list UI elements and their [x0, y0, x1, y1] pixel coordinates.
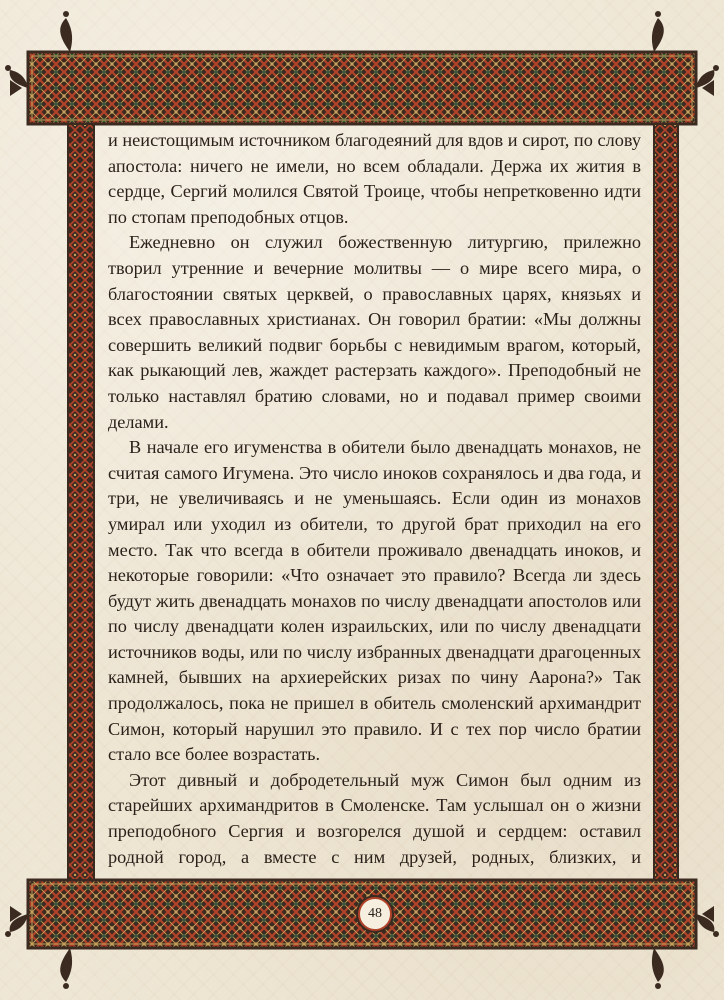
paragraph-2: Ежедневно он служил божественную литургию, прилежно творил утренние и вечерние молитвы — о мире всего мира, о благостоянии святых церквей, о православных царях, князьях и всех православных христианах. Он говорил братии: «Мы должны совершить великий подвиг борьбы с невидимым врагом, который, как рыкающий лев, жаждет растерзать каждого». Преподобный не только наставлял братию словами, но и подавал пример своими делами. [108, 232, 641, 432]
top-border-band [28, 52, 696, 124]
main-text [108, 128, 641, 872]
page-number: 48 [358, 897, 392, 931]
paragraph-1: и неистощимым источником благодеяний для вдов и сирот, по слову апостола: ничего не имели, но всем обладали. Держа их жития в сердце, Сергий молился Святой Троице, чтобы непретковенно идти по стопам преподобных отцов. [108, 130, 641, 227]
left-border-band [68, 124, 94, 880]
right-border-band [654, 124, 678, 880]
paragraph-4: Этот дивный и добродетельный муж Симон был одним из старейших архимандритов в Смоленске. Там услышал он о жизни преподобного Сергия и возгорелся душой и сердцем: оставил родной город, а вместе с ним друзей, родных, близких, и [108, 769, 641, 867]
paragraph-3: В начале его игуменства в обители было двенадцать монахов, не считая самого Игумена. Это число иноков сохранялось и два года, и три, не увеличиваясь и не уменьшаясь. Если один из монахов умирал или уходил из обители, то другой брат приходил на его место. Так что всегда в обители проживало двенадцать иноков, и некоторые говорили: «Что означает это правило? Всегда ли здесь будут жить двенадцать монахов по числу двенадцати апостолов или по числу двенадцати колен израильских, или по числу двенадцати источников воды, или по числу избранных двенадцати драгоценных камней, бывших на архиерейских ризах по чину Аарона?» Так продолжалось, пока не пришел в обитель смоленский архимандрит Симон, который нарушил это правило. И с тех пор число братии стало все более возрастать. [108, 437, 641, 765]
